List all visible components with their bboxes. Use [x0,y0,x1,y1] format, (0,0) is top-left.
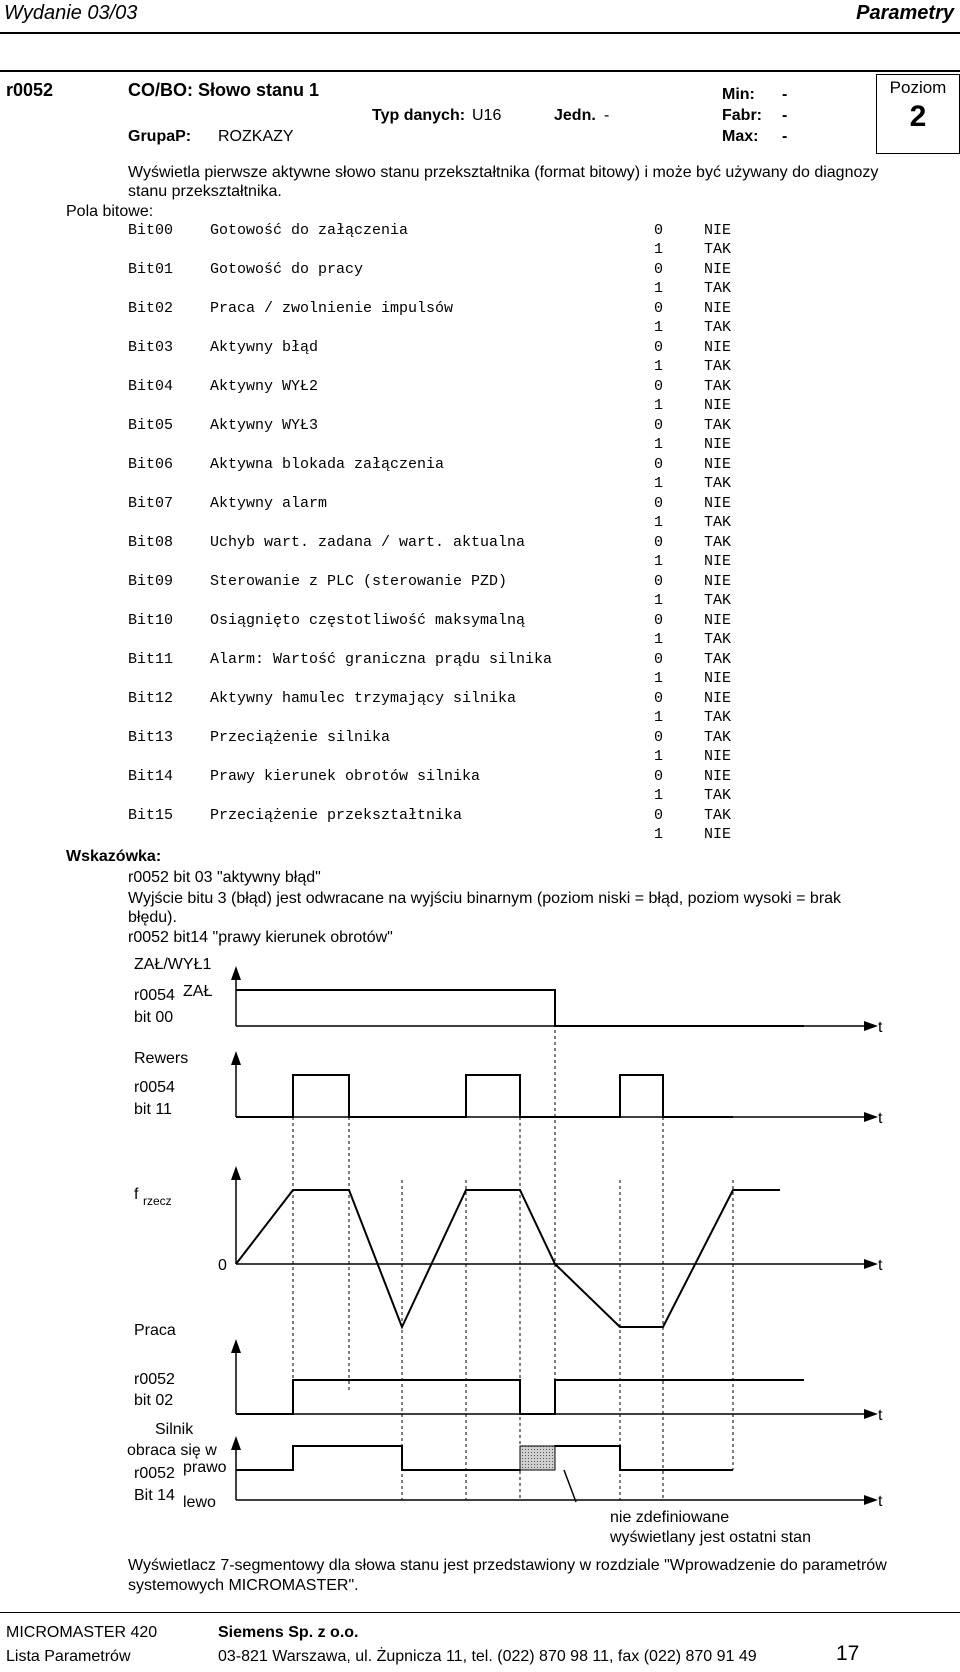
bit-meaning-0: TAK [704,729,732,746]
hint-line-4: r0052 bit14 "prawy kierunek obrotów" [128,929,393,946]
unit-label: Jedn. [554,107,596,124]
bit-description: Aktywny hamulec trzymający silnika [210,690,517,707]
bit-meaning-1: NIE [704,826,732,843]
bit-meaning-0: NIE [704,456,732,473]
footer-doc: Lista Parametrów [6,1648,131,1665]
bit-value-1: 1 [654,475,664,492]
bit-description: Sterowanie z PLC (sterowanie PZD) [210,573,508,590]
bit-meaning-0: NIE [704,300,732,317]
label-zal: ZAŁ [183,983,213,1000]
bit-meaning-1: TAK [704,787,732,804]
max-label: Max: [722,128,759,145]
bit-id: Bit05 [128,417,174,434]
label-obraca: obraca się w [127,1442,217,1459]
access-level-value: 2 [909,100,927,133]
bit-value-0: 0 [654,573,664,590]
bit-value-0: 0 [654,768,664,785]
bit-meaning-0: TAK [704,378,732,395]
bit-meaning-1: TAK [704,319,732,336]
bit-value-0: 0 [654,417,664,434]
bit-description: Aktywny WYŁ2 [210,378,319,395]
access-level-label: Poziom [889,78,947,97]
bit-meaning-0: NIE [704,222,732,239]
bit-description: Aktywny błąd [210,339,319,356]
signal-traces [236,990,804,1470]
bit-value-0: 0 [654,339,664,356]
bit-meaning-0: TAK [704,807,732,824]
bit-meaning-1: TAK [704,592,732,609]
bit-value-1: 1 [654,787,664,804]
label-last-state: wyświetlany jest ostatni stan [610,1529,811,1546]
bit-description: Prawy kierunek obrotów silnika [210,768,481,785]
group-value: ROZKAZY [218,128,294,145]
bit-value-0: 0 [654,807,664,824]
label-r0054-b: r0054 [134,1079,175,1096]
bit-value-1: 1 [654,553,664,570]
bit-id: Bit00 [128,222,174,239]
min-value: - [782,86,788,103]
page-number: 17 [836,1642,860,1665]
bit-id: Bit07 [128,495,174,512]
footer-address: 03-821 Warszawa, ul. Żupnicza 11, tel. (022) 870 98 11, fax (022) 870 91 49 [218,1648,757,1665]
label-t-4: t [878,1407,883,1424]
bit-description: Gotowość do załączenia [210,222,409,239]
label-silnik: Silnik [155,1421,194,1438]
bit-id: Bit02 [128,300,174,317]
label-rewers: Rewers [134,1050,189,1067]
footer-note-line-1: Wyświetlacz 7-segmentowy dla słowa stanu jest przedstawiony w rozdziale "Wprowadzenie do parametrów [128,1557,887,1574]
label-f: f [134,1186,139,1203]
bit-value-1: 1 [654,631,664,648]
label-bit02: bit 02 [134,1392,174,1409]
dashed-guides [236,1026,870,1500]
bit-description: Przeciążenie silnika [210,729,391,746]
label-t-2: t [878,1110,883,1127]
bit-meaning-1: NIE [704,397,732,414]
bit-meaning-1: TAK [704,475,732,492]
bit-meaning-0: TAK [704,534,732,551]
bit-value-1: 1 [654,358,664,375]
label-t-3: t [878,1257,883,1274]
bit-value-1: 1 [654,319,664,336]
bit-description: Osiągnięto częstotliwość maksymalną [210,612,526,629]
bit-value-0: 0 [654,690,664,707]
label-lewo: lewo [183,1494,216,1511]
bit-meaning-1: TAK [704,514,732,531]
bit-meaning-0: NIE [704,573,732,590]
bit-value-1: 1 [654,436,664,453]
bit-description: Uchyb wart. zadana / wart. aktualna [210,534,526,551]
bit-id: Bit06 [128,456,174,473]
bit-id: Bit08 [128,534,174,551]
label-zal-wyl1: ZAŁ/WYŁ1 [134,956,212,973]
label-t-5: t [878,1493,883,1510]
bit-meaning-1: NIE [704,748,732,765]
description-line-2: stanu przekształtnika. [128,183,282,200]
bit-value-1: 1 [654,748,664,765]
page-header-section: Parametry [856,2,954,24]
bitfields-title: Pola bitowe: [66,203,154,220]
bit-meaning-0: NIE [704,261,732,278]
bit-id: Bit13 [128,729,174,746]
bit-meaning-0: TAK [704,651,732,668]
bit-value-0: 0 [654,729,664,746]
bit-id: Bit04 [128,378,174,395]
undefined-leader [564,1470,576,1502]
bit-description: Aktywny WYŁ3 [210,417,319,434]
bit-value-0: 0 [654,651,664,668]
label-bit14: Bit 14 [134,1487,175,1504]
fabr-label: Fabr: [722,107,762,124]
bit-value-0: 0 [654,378,664,395]
unit-value: - [604,107,610,124]
label-r0052-b: r0052 [134,1465,175,1482]
label-bit00: bit 00 [134,1009,174,1026]
bit-meaning-0: TAK [704,417,732,434]
bit-value-1: 1 [654,280,664,297]
footer-product: MICROMASTER 420 [6,1624,158,1641]
bit-description: Praca / zwolnienie impulsów [210,300,454,317]
bit-value-1: 1 [654,514,664,531]
bit-meaning-1: TAK [704,631,732,648]
param-name: CO/BO: Słowo stanu 1 [128,80,320,100]
axes [236,975,870,1500]
bit-meaning-0: NIE [704,768,732,785]
bit-description: Gotowość do pracy [210,261,364,278]
label-t-1: t [878,1019,883,1036]
bit-value-0: 0 [654,612,664,629]
footer-note-line-2: systemowych MICROMASTER". [128,1577,359,1594]
hint-line-3: błędu). [128,909,177,926]
label-r0054-a: r0054 [134,987,175,1004]
label-bit11: bit 11 [134,1101,172,1118]
min-label: Min: [722,86,755,103]
bit-value-0: 0 [654,495,664,512]
footer-rule [0,1612,960,1613]
bit-meaning-0: NIE [704,690,732,707]
footer-company: Siemens Sp. z o.o. [218,1624,359,1641]
bit-value-0: 0 [654,534,664,551]
param-id: r0052 [6,80,54,100]
bit-value-1: 1 [654,709,664,726]
bit-value-0: 0 [654,261,664,278]
bit-meaning-0: NIE [704,495,732,512]
bit-value-1: 1 [654,592,664,609]
page-header-edition: Wydanie 03/03 [4,2,138,24]
bit-value-1: 1 [654,670,664,687]
fabr-value: - [782,107,788,124]
hint-title: Wskazówka: [66,848,162,865]
hint-line-1: r0052 bit 03 "aktywny błąd" [128,869,321,886]
bit-id: Bit01 [128,261,174,278]
bit-meaning-0: NIE [704,612,732,629]
bit-id: Bit03 [128,339,174,356]
bit-id: Bit11 [128,651,174,668]
type-label: Typ danych: [372,107,466,124]
label-r0052-a: r0052 [134,1371,175,1388]
bit-meaning-1: TAK [704,709,732,726]
bit-value-1: 1 [654,241,664,258]
bit-value-0: 0 [654,222,664,239]
bit-value-0: 0 [654,300,664,317]
bit-meaning-0: NIE [704,339,732,356]
bit-id: Bit14 [128,768,174,785]
label-zero: 0 [218,1257,227,1274]
bit-meaning-1: TAK [704,280,732,297]
bit-description: Przeciążenie przekształtnika [210,807,463,824]
label-undefined: nie zdefiniowane [610,1509,730,1526]
bit-description: Aktywna blokada załączenia [210,456,445,473]
bit-meaning-1: TAK [704,241,732,258]
max-value: - [782,128,788,145]
bit-description: Aktywny alarm [210,495,328,512]
bit-value-0: 0 [654,456,664,473]
label-prawo: prawo [183,1459,227,1476]
bit-id: Bit15 [128,807,174,824]
bit-meaning-1: TAK [704,358,732,375]
undefined-region [520,1446,555,1470]
group-label: GrupaP: [128,128,192,145]
type-value: U16 [472,107,502,124]
hint-line-2: Wyjście bitu 3 (błąd) jest odwracane na wyjściu binarnym (poziom niski = błąd, poziom wysoki = brak [128,890,842,907]
description-line-1: Wyświetla pierwsze aktywne słowo stanu przekształtnika (format bitowy) i może być używany do diagnozy [128,164,879,181]
bit-description: Alarm: Wartość graniczna prądu silnika [210,651,553,668]
bit-meaning-1: NIE [704,553,732,570]
bit-id: Bit12 [128,690,174,707]
bit-meaning-1: NIE [704,436,732,453]
bit-meaning-1: NIE [704,670,732,687]
label-praca: Praca [134,1322,176,1339]
bit-value-1: 1 [654,397,664,414]
label-rzecz: rzecz [143,1194,172,1208]
bit-id: Bit10 [128,612,174,629]
bit-value-1: 1 [654,826,664,843]
bit-id: Bit09 [128,573,174,590]
